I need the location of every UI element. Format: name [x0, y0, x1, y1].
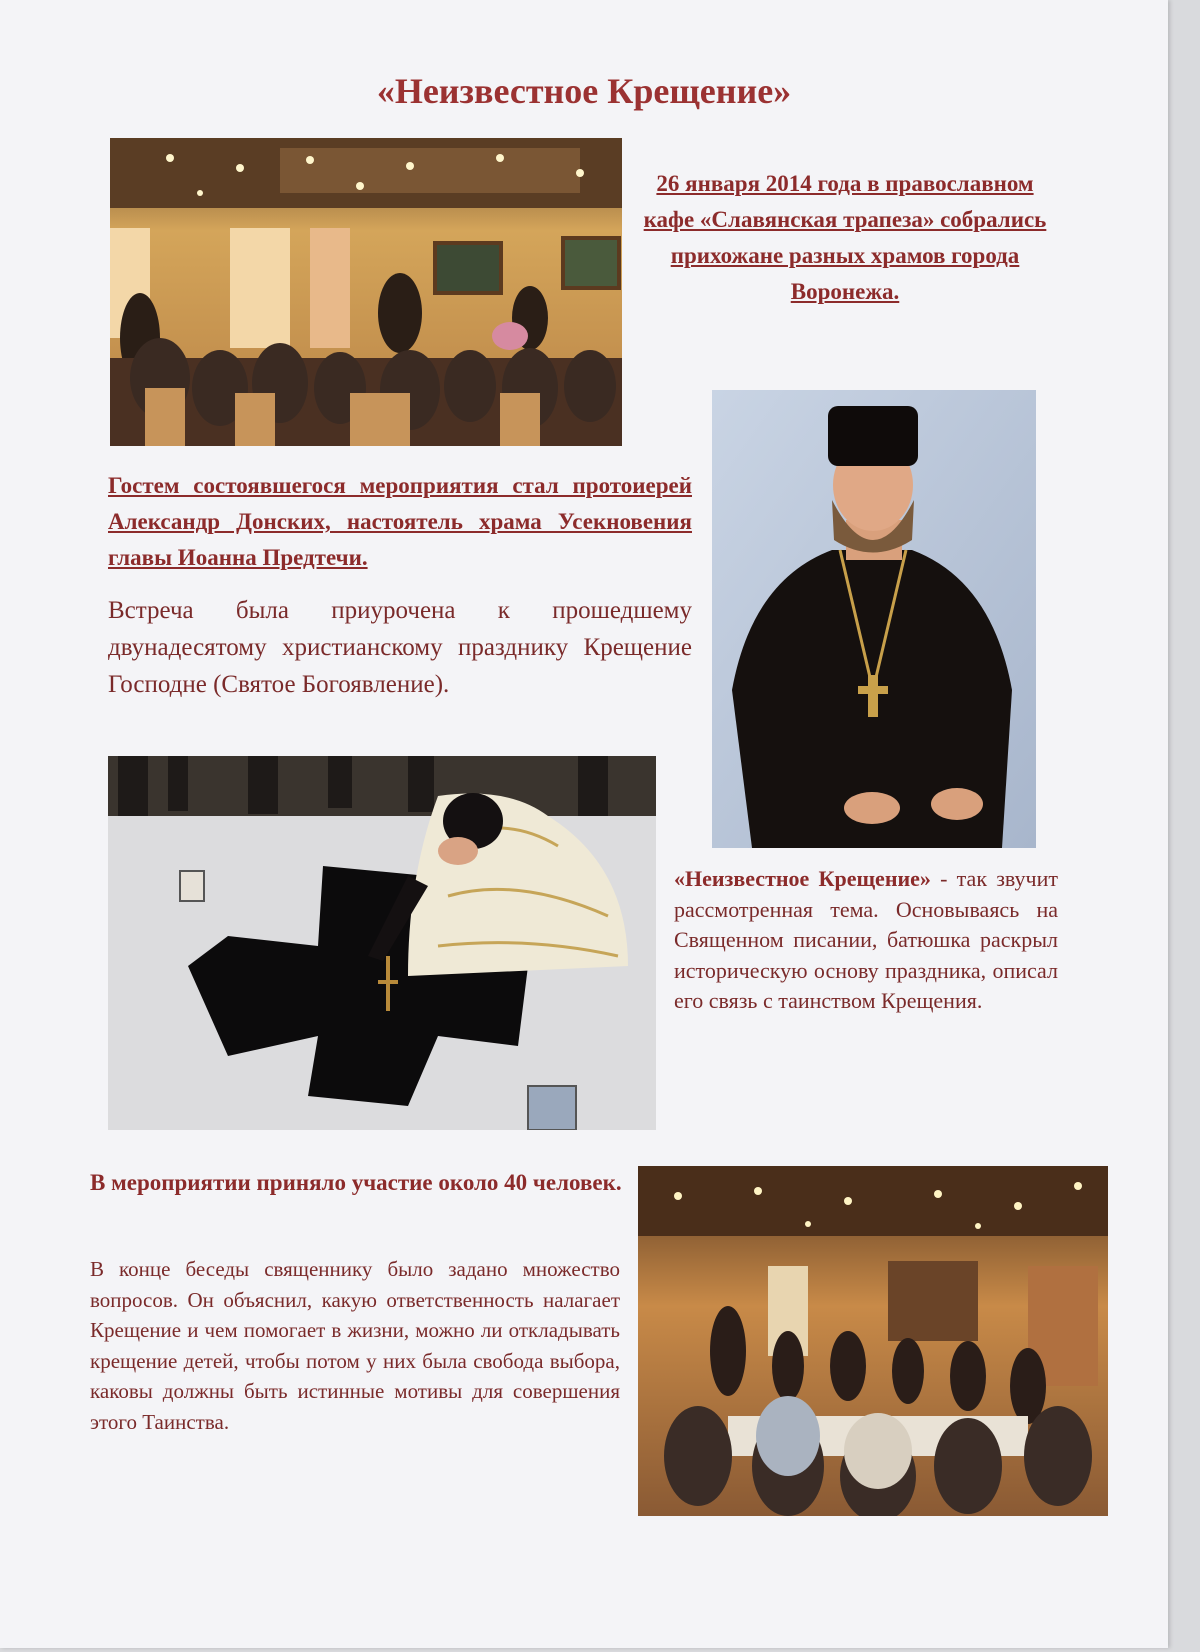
- page-title: «Неизвестное Крещение»: [376, 71, 792, 111]
- participants-count: В мероприятии приняло участие около 40 человек.: [90, 1170, 622, 1195]
- theme-body: - так звучит рассмотренная тема. Основываясь на Священном писании, батюшка раскрыл историческую основу праздника, описал его связь с таинством Крещения.: [674, 866, 1058, 1013]
- priest-portrait-photo: [712, 390, 1036, 848]
- theme-paragraph: [674, 864, 1058, 1017]
- lead-paragraph: 26 января 2014 года в православном кафе «Славянская трапеза» собрались прихожане разных храмов города Воронежа.: [643, 171, 1047, 304]
- meeting-paragraph: Встреча была приурочена к прошедшему двунадесятому христианскому празднику Крещение Господне (Святое Богоявление).: [108, 597, 692, 698]
- theme-title: «Неизвестное Крещение»: [674, 866, 931, 891]
- questions-paragraph: В конце беседы священнику было задано множество вопросов. Он объяснил, какую ответственность налагает Крещение и чем помогает в жизни, можно ли откладывать крещение детей, чтобы потом у них была свобода выбора, каковы должны быть истинные мотивы для совершения этого Таинства.: [90, 1257, 620, 1434]
- ice-cross-photo: [108, 756, 656, 1130]
- cafe-tables-photo: [638, 1166, 1108, 1516]
- cafe-hall-photo: [110, 138, 622, 446]
- guest-paragraph: Гостем состоявшегося мероприятия стал протоиерей Александр Донских, настоятель храма Усекновения главы Иоанна Предтечи.: [108, 473, 692, 570]
